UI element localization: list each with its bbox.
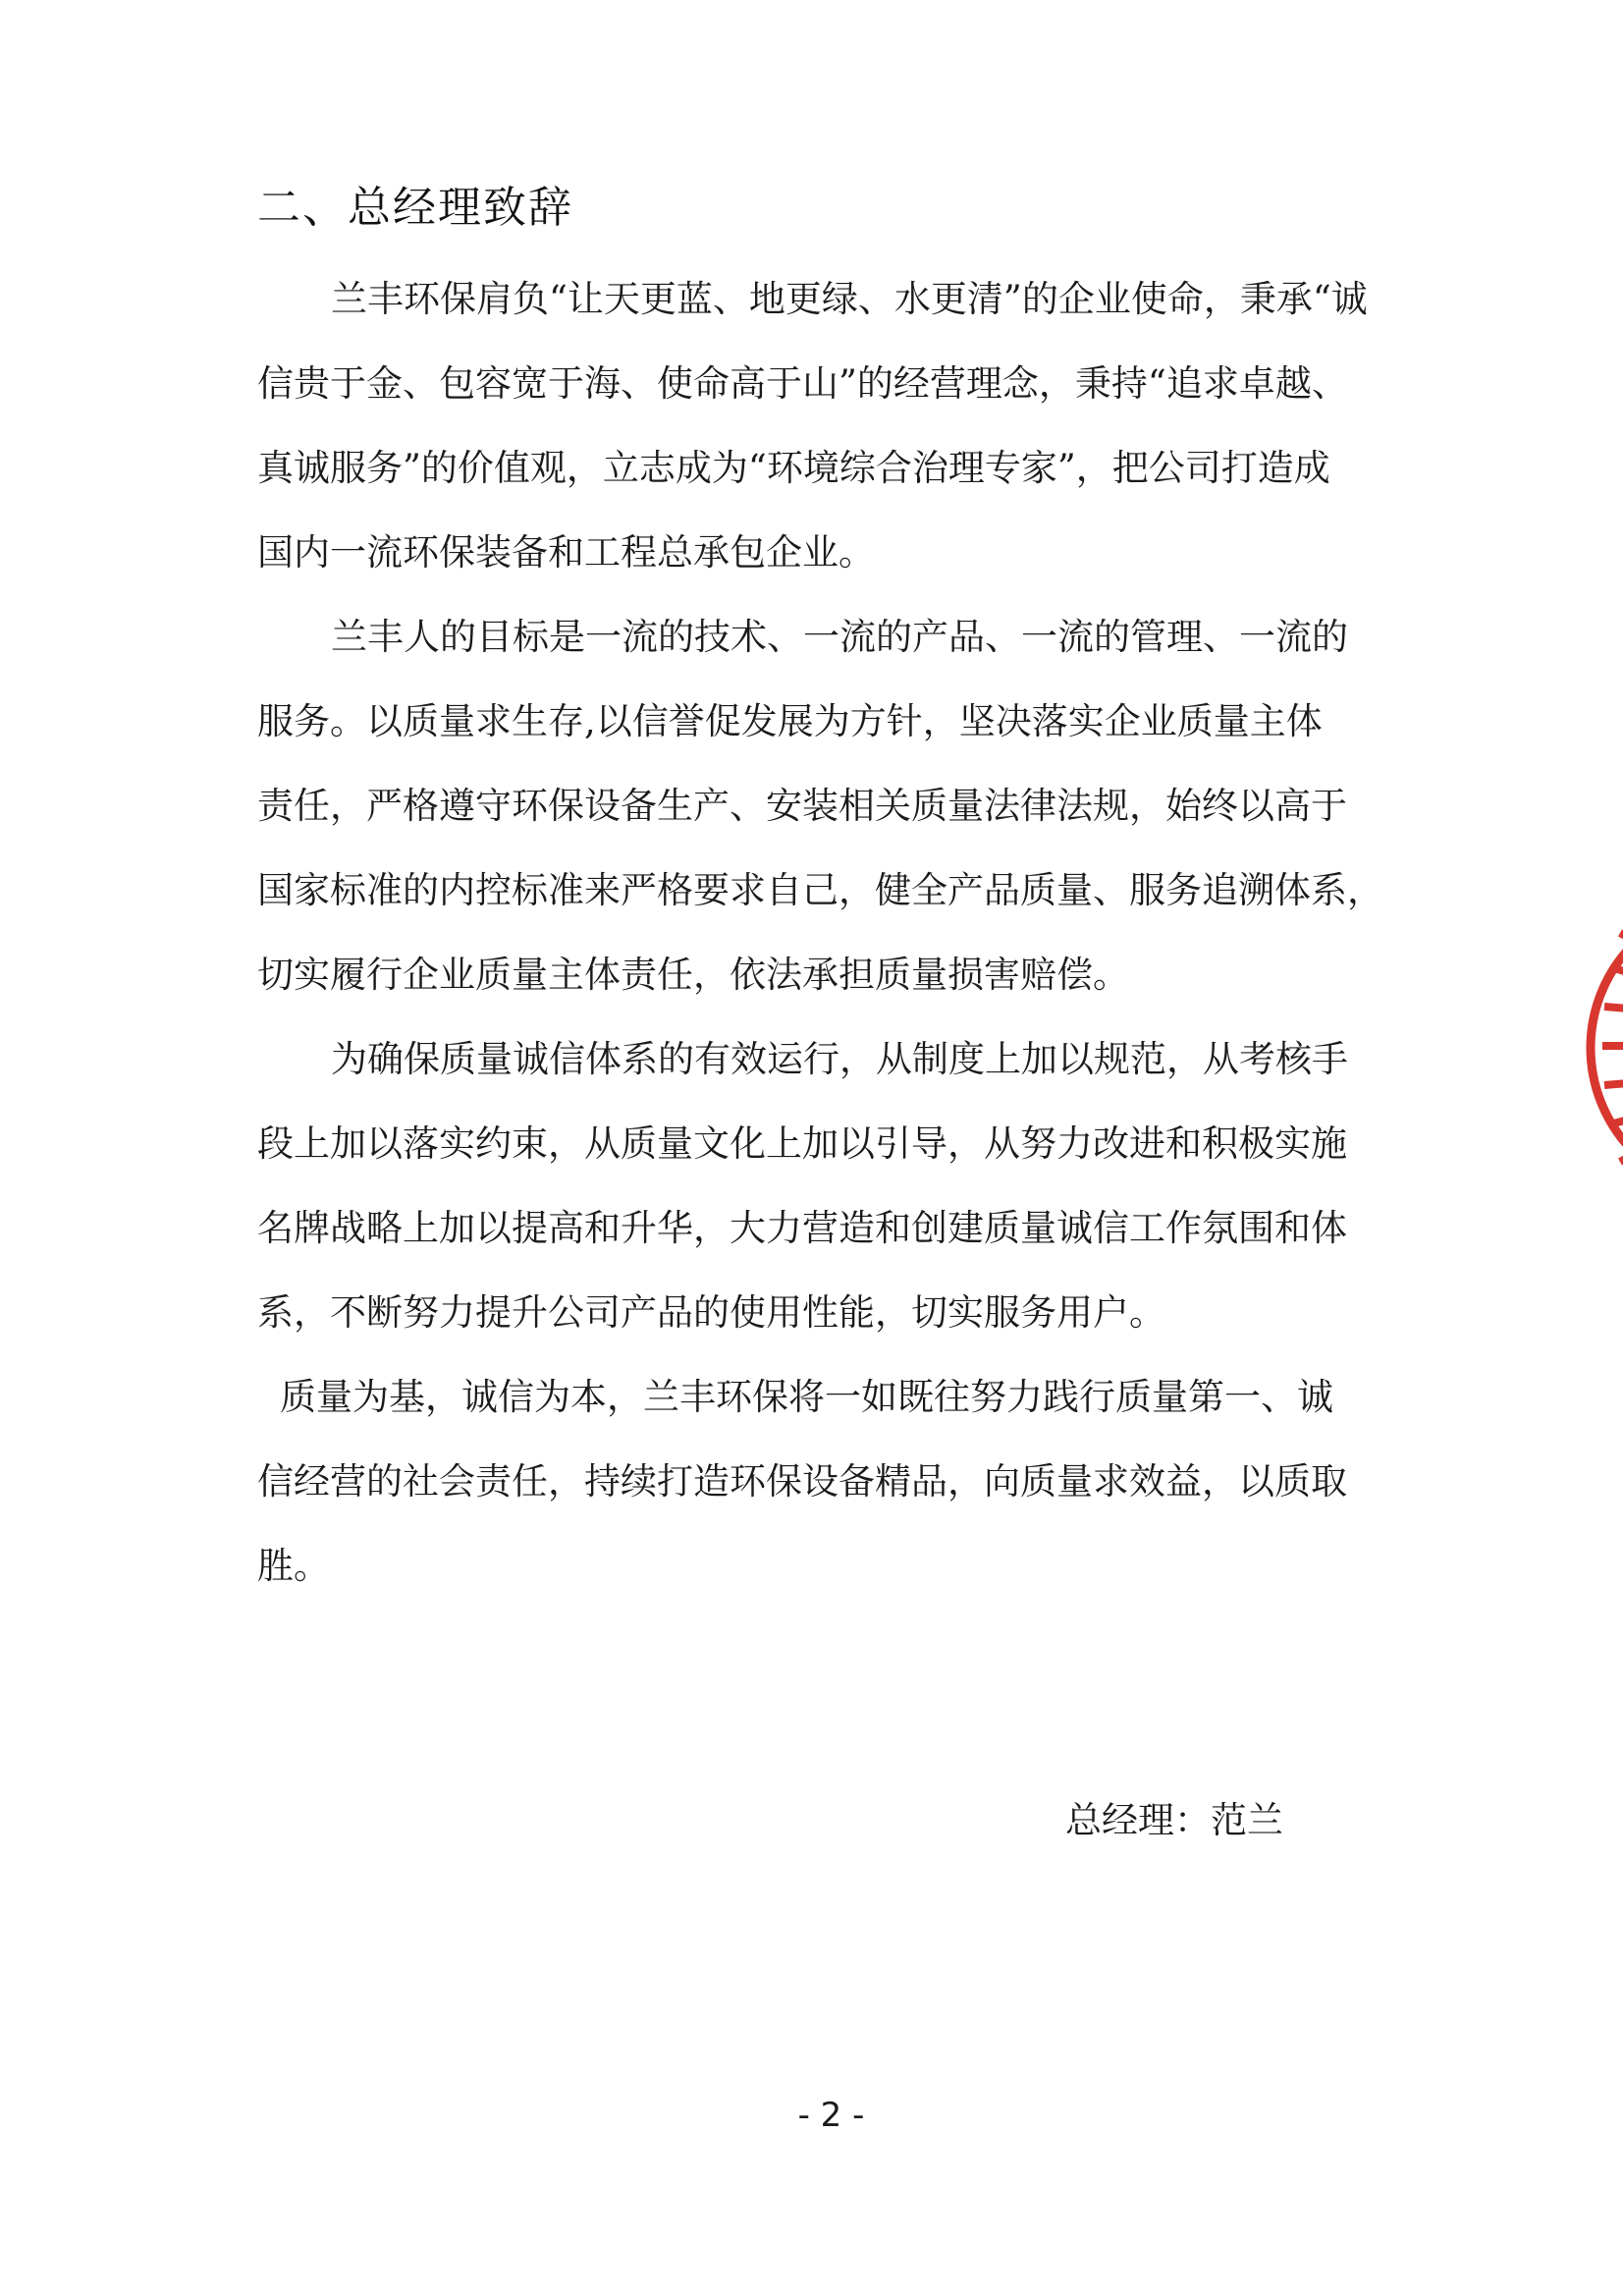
paragraph-4-line-2: 信经营的社会责任，持续打造环保设备精品，向质量求效益，以质取 bbox=[257, 1460, 1347, 1503]
paragraph-3-line-4: 系，不断努力提升公司产品的使用性能，切实服务用户。 bbox=[257, 1291, 1165, 1334]
paragraph-1-line-4: 国内一流环保装备和工程总承包企业。 bbox=[257, 531, 875, 574]
signature: 总经理：范兰 bbox=[1065, 1799, 1283, 1841]
paragraph-1-line-2: 信贵于金、包容宽于海、使命高于山”的经营理念，秉持“追求卓越、 bbox=[257, 362, 1348, 405]
paragraph-2-line-4: 国家标准的内控标准来严格要求自己，健全产品质量、服务追溯体系， bbox=[257, 869, 1383, 911]
paragraph-3-line-2: 段上加以落实约束，从质量文化上加以引导，从努力改进和积极实施 bbox=[257, 1122, 1347, 1165]
paragraph-4-line-1: 质量为基，诚信为本，兰丰环保将一如既往努力践行质量第一、诚 bbox=[280, 1376, 1333, 1418]
paragraph-1-line-1: 兰丰环保肩负“让天更蓝、地更绿、水更清”的企业使命，秉承“诚 bbox=[331, 278, 1368, 320]
page-number: - 2 - bbox=[797, 2096, 865, 2135]
paragraph-2-line-5: 切实履行企业质量主体责任，依法承担质量损害赔偿。 bbox=[257, 954, 1129, 996]
paragraph-2-line-1: 兰丰人的目标是一流的技术、一流的产品、一流的管理、一流的 bbox=[331, 616, 1348, 658]
paragraph-4-line-3: 胜。 bbox=[257, 1545, 330, 1587]
paragraph-1-line-3: 真诚服务”的价值观，立志成为“环境综合治理专家”，把公司打造成 bbox=[257, 447, 1330, 489]
paragraph-2-line-2: 服务。以质量求生存,以信誉促发展为方针，坚决落实企业质量主体 bbox=[257, 700, 1323, 742]
company-seal-icon bbox=[1581, 889, 1623, 1208]
section-heading: 二、总经理致辞 bbox=[257, 183, 573, 233]
paragraph-3-line-1: 为确保质量诚信体系的有效运行，从制度上加以规范，从考核手 bbox=[331, 1038, 1348, 1080]
paragraph-3-line-3: 名牌战略上加以提高和升华，大力营造和创建质量诚信工作氛围和体 bbox=[257, 1207, 1347, 1249]
paragraph-2-line-3: 责任，严格遵守环保设备生产、安装相关质量法律法规，始终以高于 bbox=[257, 785, 1347, 827]
